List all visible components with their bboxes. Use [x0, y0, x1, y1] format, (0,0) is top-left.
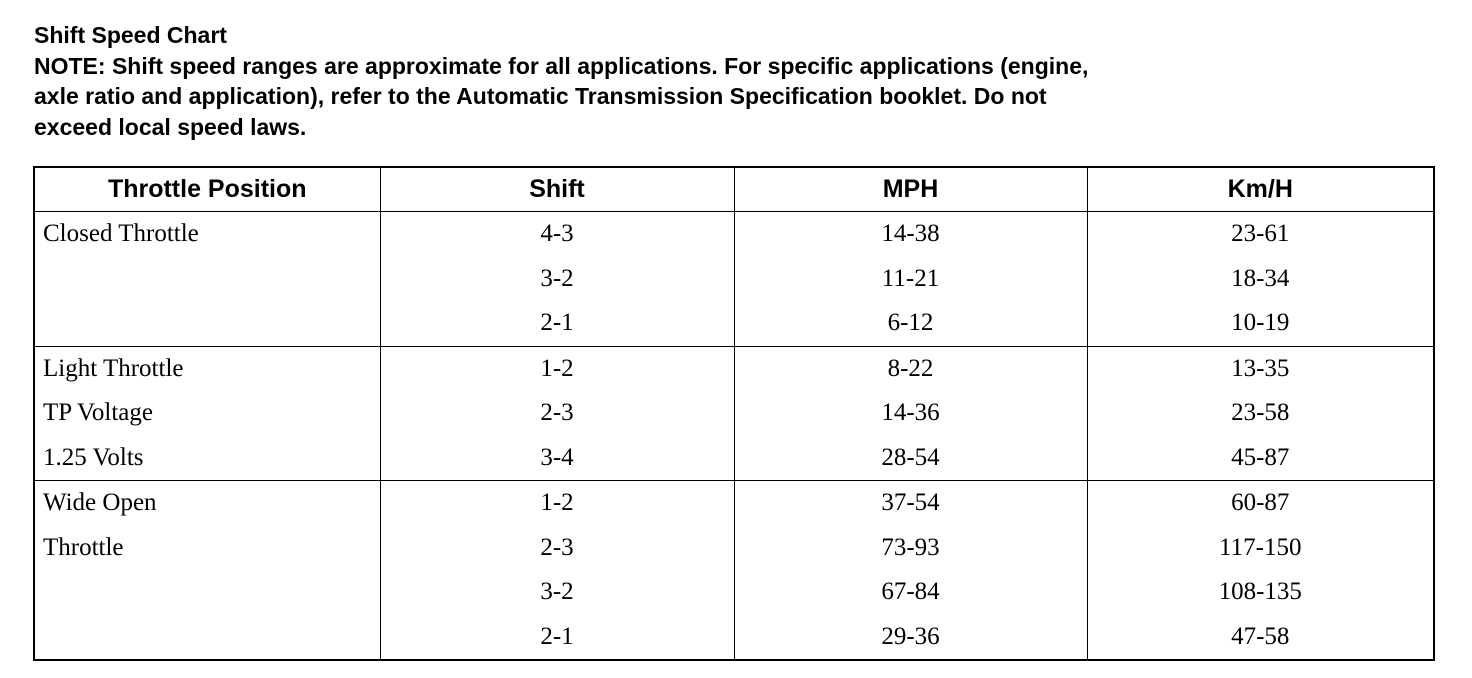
shift-cell: 1-2 2-3 3-4	[380, 346, 734, 481]
kmh-cell: 13-35 23-58 45-87	[1087, 346, 1434, 481]
shift-cell: 4-3 3-2 2-1	[380, 212, 734, 347]
mph-cell: 8-22 14-36 28-54	[734, 346, 1087, 481]
chart-heading	[34, 20, 1234, 142]
mph-cell: 37-54 73-93 67-84 29-36	[734, 481, 1087, 661]
throttle-position-cell: Wide Open Throttle	[34, 481, 380, 661]
kmh-cell: 60-87 117-150 108-135 47-58	[1087, 481, 1434, 661]
table-row-closed-throttle	[34, 212, 1434, 347]
note-line-2: axle ratio and application), refer to the Automatic Transmission Specification booklet. Do not	[34, 83, 1047, 109]
table-header-row	[34, 167, 1434, 212]
kmh-cell: 23-61 18-34 10-19	[1087, 212, 1434, 347]
table-row-light-throttle	[34, 346, 1434, 481]
table-row-wide-open-throttle	[34, 481, 1434, 661]
throttle-position-cell: Light Throttle TP Voltage 1.25 Volts	[34, 346, 380, 481]
page-title: Shift Speed Chart	[34, 22, 227, 48]
header-throttle-position: Throttle Position	[34, 167, 380, 212]
mph-cell: 14-38 11-21 6-12	[734, 212, 1087, 347]
header-shift: Shift	[380, 167, 734, 212]
header-mph: MPH	[734, 167, 1087, 212]
header-kmh: Km/H	[1087, 167, 1434, 212]
note-line-3: exceed local speed laws.	[34, 113, 307, 140]
shift-speed-table	[33, 166, 1435, 661]
shift-cell: 1-2 2-3 3-2 2-1	[380, 481, 734, 661]
throttle-position-cell: Closed Throttle	[34, 212, 380, 347]
note-line-1: NOTE: Shift speed ranges are approximate for all applications. For specific applications (engine,	[34, 52, 1089, 79]
